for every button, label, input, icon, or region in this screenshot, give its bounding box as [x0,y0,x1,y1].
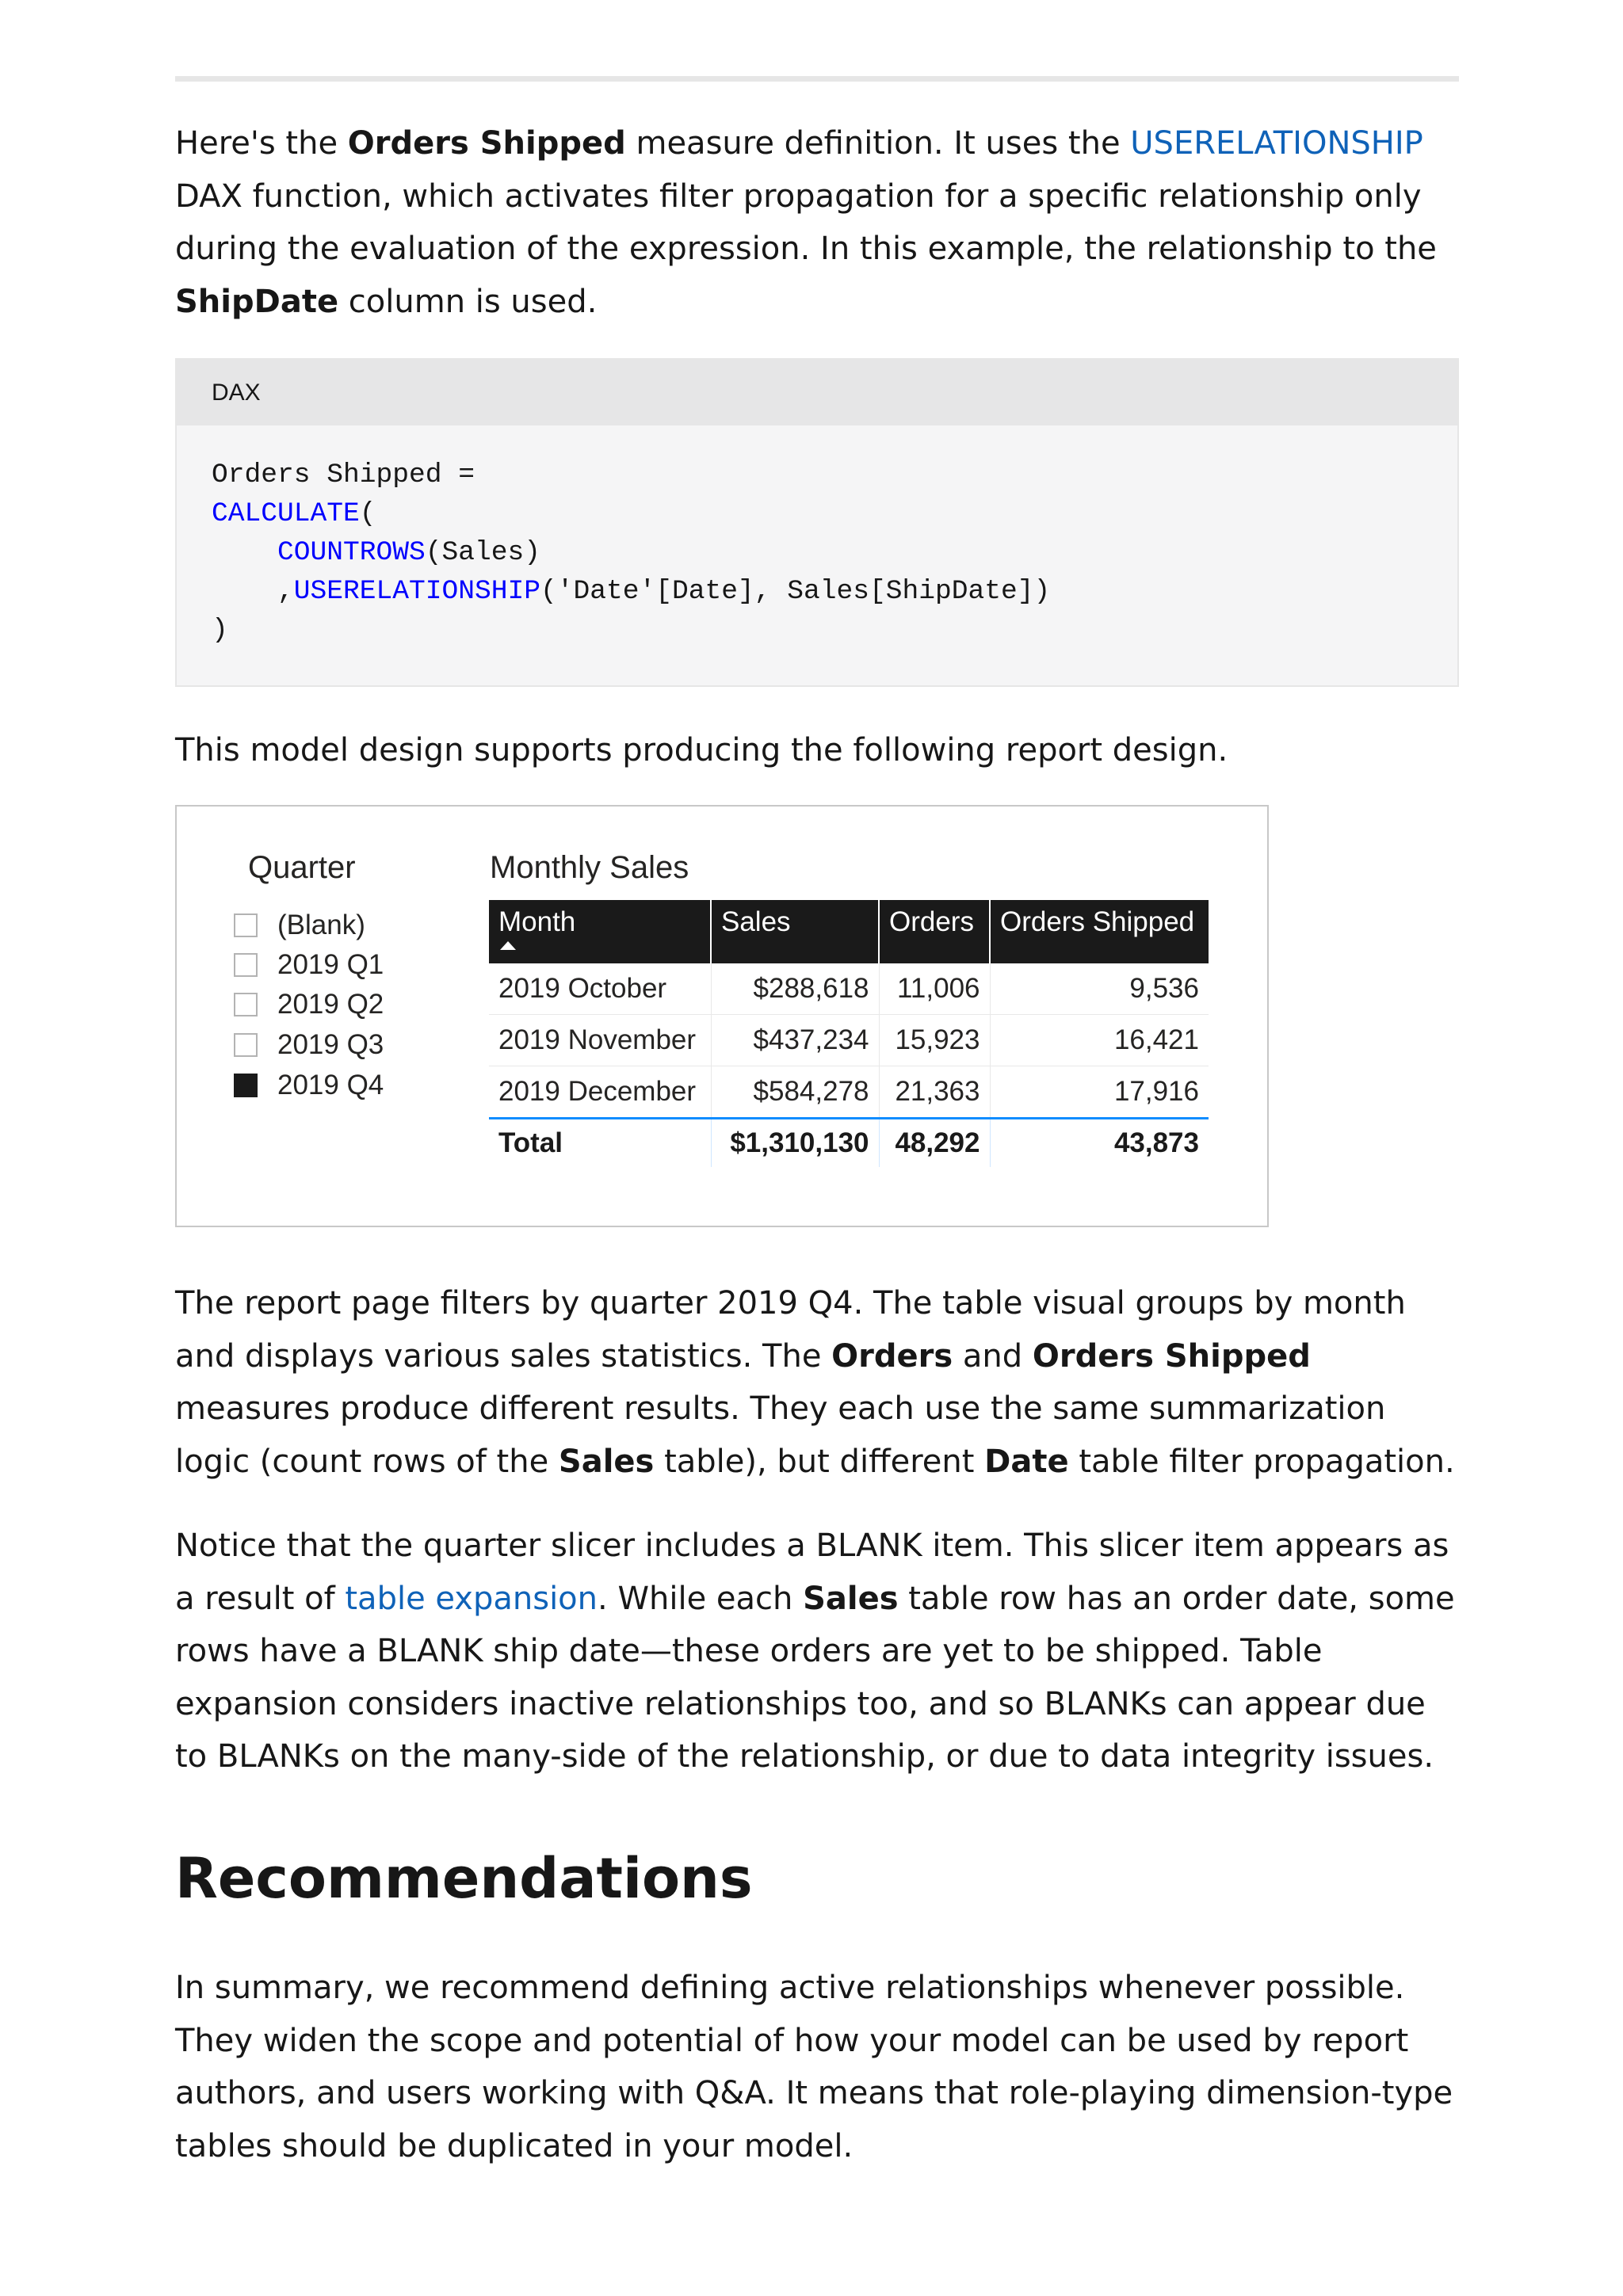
bold-term: Sales [803,1580,899,1617]
cell-month: 2019 November [489,1015,711,1066]
code-content[interactable] [177,425,1457,650]
slicer-item[interactable] [234,1029,384,1061]
text-span: measures produce different results. They each use the same summarization logic (count rows of the [175,1390,1386,1480]
cell-orders: 48,292 [879,1119,990,1168]
paragraph-report-explanation [175,1277,1465,1488]
cell-orders-shipped: 43,873 [990,1119,1209,1168]
slicer-item[interactable] [234,1070,384,1101]
text-span: table filter propagation. [1068,1443,1455,1480]
checkbox-unchecked-icon[interactable] [234,993,258,1016]
code-function: COUNTROWS [277,537,426,568]
slicer-item-label: (Blank) [277,910,365,940]
cell-sales: $1,310,130 [711,1119,879,1168]
code-indent [212,537,277,568]
checkbox-unchecked-icon[interactable] [234,913,258,937]
sort-ascending-icon [500,941,516,950]
bold-term: Orders Shipped [1032,1337,1311,1375]
code-block [175,358,1459,687]
slicer-item-label: 2019 Q4 [277,1070,384,1100]
cell-orders-shipped: 16,421 [990,1015,1209,1066]
code-text: ( [359,498,376,529]
table-row [489,963,1209,1015]
cell-month: 2019 October [489,963,711,1015]
userelationship-link[interactable]: USERELATIONSHIP [1130,125,1423,162]
text-span: table row has an order date, some rows have a BLANK ship date—these orders are yet to be shipped. Table expansion considers inactive relationships too, and so BLANKs can appear due to BLANKs on the many-side of the relationship, or due to data integrity issues. [175,1580,1455,1775]
bold-term: Orders Shipped [347,125,626,162]
text-span: measure definition. It uses the [625,125,1131,162]
header-label: Orders [889,906,974,937]
code-indent: , [212,576,294,607]
table-expansion-link[interactable]: table expansion [345,1580,598,1617]
code-line: Orders Shipped = [212,460,475,490]
cell-sales: $584,278 [711,1066,879,1119]
code-text: ('Date'[Date], Sales[ShipDate]) [540,576,1051,607]
slicer-item-label: 2019 Q3 [277,1029,384,1060]
slicer-item[interactable] [234,989,384,1020]
text-span: column is used. [338,283,598,320]
table-total-row [489,1119,1209,1168]
bold-term: Sales [558,1443,655,1480]
bold-term: Orders [831,1337,953,1375]
slicer-item[interactable] [234,910,365,941]
text-span: Notice that the quarter slicer includes a BLANK item. This slicer item appears as a result of [175,1527,1449,1617]
header-label: Month [498,906,576,937]
cell-sales: $288,618 [711,963,879,1015]
section-heading-recommendations: Recommendations [175,1846,753,1911]
code-text: (Sales) [425,537,541,568]
table-row [489,1015,1209,1066]
table-header-row [489,900,1209,963]
cell-month: Total [489,1119,711,1168]
header-label: Orders Shipped [1000,906,1195,937]
slicer-title: Quarter [248,850,356,885]
cell-month: 2019 December [489,1066,711,1119]
cell-orders: 21,363 [879,1066,990,1119]
bold-term: Date [984,1443,1069,1480]
paragraph-blank-item [175,1520,1465,1783]
bold-term: ShipDate [175,283,339,320]
column-header-sales[interactable] [711,900,879,963]
text-span: . While each [598,1580,804,1617]
column-header-orders[interactable] [879,900,990,963]
text-span: DAX function, which activates filter propagation for a specific relationship only during the evaluation of the expression. In this example, the relationship to the [175,177,1437,267]
cell-orders: 11,006 [879,963,990,1015]
slicer-item[interactable] [234,949,384,981]
slicer-item-label: 2019 Q1 [277,949,384,980]
code-function: USERELATIONSHIP [293,576,541,607]
top-divider [175,76,1459,82]
lead-paragraph: This model design supports producing the following report design. [175,732,1228,769]
code-line: ) [212,615,228,646]
cell-orders-shipped: 17,916 [990,1066,1209,1119]
intro-paragraph [175,117,1465,328]
header-label: Sales [721,906,791,937]
monthly-sales-table [489,900,1209,1167]
cell-orders: 15,923 [879,1015,990,1066]
column-header-month[interactable] [489,900,711,963]
text-span: The report page filters by quarter 2019 Q4. The table visual groups by month and displays various sales statistics. The [175,1285,1406,1375]
paragraph-recommendations: In summary, we recommend defining active relationships whenever possible. They widen the scope and potential of how your model can be used by report authors, and users working with Q&A. It means that role-playing dimension-type tables should be duplicated in your model. [175,1970,1453,2164]
checkbox-unchecked-icon[interactable] [234,1033,258,1057]
code-language-label: DAX [177,360,1457,425]
text-span: and [953,1337,1033,1375]
column-header-orders-shipped[interactable] [990,900,1209,963]
table-row [489,1066,1209,1119]
cell-orders-shipped: 9,536 [990,963,1209,1015]
text-span: table), but different [654,1443,985,1480]
checkbox-checked-icon[interactable] [234,1074,258,1097]
table-visual-title: Monthly Sales [490,850,689,885]
code-function: CALCULATE [212,498,360,529]
slicer-item-label: 2019 Q2 [277,989,384,1020]
checkbox-unchecked-icon[interactable] [234,953,258,977]
text-span: Here's the [175,125,348,162]
cell-sales: $437,234 [711,1015,879,1066]
report-visual [175,805,1269,1227]
